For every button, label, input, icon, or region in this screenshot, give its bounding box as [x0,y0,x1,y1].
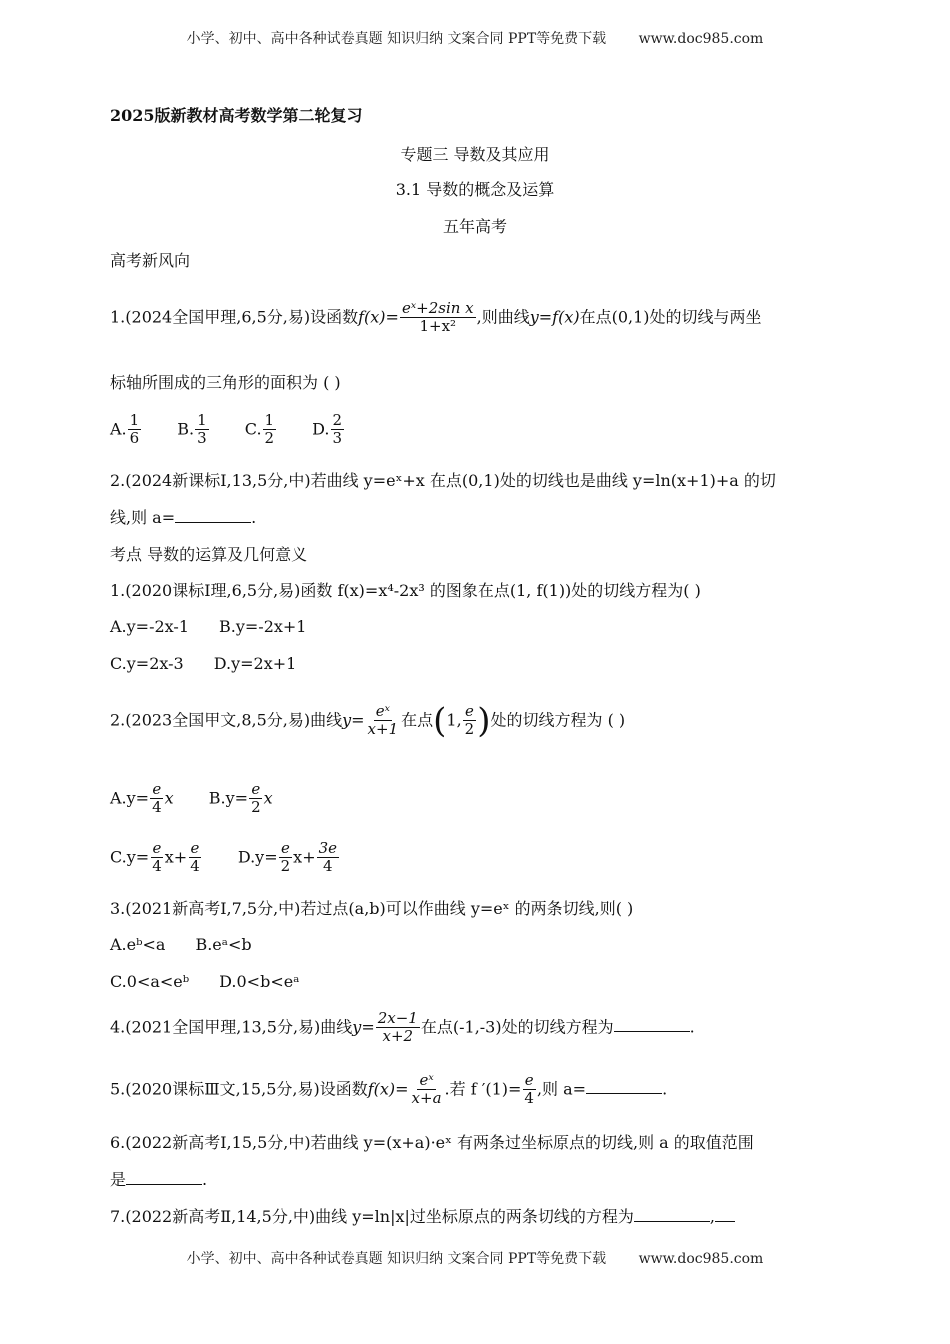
answer-blank[interactable] [614,1017,690,1032]
doc-title: 2025版新教材高考数学第二轮复习 [110,106,363,125]
trend-q2-line1: 2.(2024新课标Ⅰ,13,5分,中)若曲线 y=eˣ+x 在点(0,1)处的切线也是曲线 y=ln(x+1)+a 的切 [110,471,776,490]
answer-blank-2[interactable] [715,1207,735,1222]
option-d: D.y= $\frac{e}{2}$ x+ $\frac{3e}{4}$ [237,839,338,876]
q3-line: 3.(2021新高考Ⅰ,7,5分,中)若过点(a,b)可以作曲线 y=eˣ 的两条切线,则( ) [110,899,634,918]
q3-options-ab [110,935,282,954]
kaodian-heading: 考点 导数的运算及几何意义 [110,545,308,564]
option-d: D.y=2x+1 [213,654,297,673]
header-text: 小学、初中、高中各种试卷真题 知识归纳 文案合同 PPT等免费下载 [186,31,607,47]
answer-blank[interactable] [586,1079,662,1094]
trend-q2-line2: 线,则 a= . [110,508,257,527]
option-b: B. $\frac{1}{3}$ [177,411,207,448]
q2-options-cd [110,840,370,876]
option-c: C.y=2x-3 [110,654,184,673]
q4-line: 4.(2021全国甲理,13,5分,易)曲线y= $\frac{2x-1}{x+2}$ 在点(-1,-3)处的切线方程为 . [110,1009,695,1046]
trend-q1-line1: 1.(2024全国甲理,6,5分,易)设函数f(x)= $\frac{\text{eˣ+2sin x}}{\text{1+x²}}$ ,则曲线y=f(x)在点(0,1)处的切线与两坐 [110,299,762,336]
q2-line: 2.(2023全国甲文,8,5分,易)曲线y= $\frac{\text{eˣ}}{x+1}$ 在点(1, $\frac{e}{2}$ )处的切线方程为 ( ) [110,700,626,741]
q1-line: 1.(2020课标Ⅰ理,6,5分,易)函数 f(x)=x⁴-2x³ 的图象在点(1, f(1))处的切线方程为( ) [110,581,701,600]
q2-options-ab [110,781,303,817]
q3-options-cd [110,972,329,991]
footer-site[interactable]: www.doc985.com [638,1251,764,1267]
answer-blank[interactable] [126,1170,202,1185]
q7-line: 7.(2022新高考Ⅱ,14,5分,中)曲线 y=ln|x|过坐标原点的两条切线的方程为 , [110,1207,735,1226]
header-site[interactable]: www.doc985.com [638,31,764,47]
footer-text: 小学、初中、高中各种试卷真题 知识归纳 文案合同 PPT等免费下载 [186,1251,607,1267]
sub-heading: 五年高考 [442,217,507,236]
answer-blank-1[interactable] [634,1207,710,1222]
option-a: A.eᵇ<a [110,935,166,954]
trend-heading: 高考新风向 [110,251,191,270]
option-c: C.y= $\frac{e}{4}$ x+ $\frac{e}{4}$ [110,839,200,876]
q1-options-cd [110,654,326,673]
fraction: $\frac{\text{eˣ+2sin x}}{\text{1+x²}}$ [401,299,474,336]
q6-line2: 是 . [110,1170,208,1189]
page-header [0,28,950,48]
q6-line1: 6.(2022新高考Ⅰ,15,5分,中)若曲线 y=(x+a)·eˣ 有两条过坐标原点的切线,则 a 的取值范围 [110,1133,754,1152]
option-b: B.eᵃ<b [195,935,252,954]
q5-line: 5.(2020课标Ⅲ文,15,5分,易)设函数f(x)= $\frac{\text{eˣ}}{x+a}$ .若 f ′(1)= $\frac{e}{4}$ ,则 a= . [110,1071,668,1108]
option-b: B.y= $\frac{e}{2}$ x [208,780,273,817]
option-d: D. $\frac{2}{3}$ [312,411,343,448]
trend-q1-options [110,412,375,448]
option-c: C. $\frac{1}{2}$ [244,411,275,448]
trend-q1-line2: 标轴所围成的三角形的面积为 ( ) [110,373,341,392]
q1-options-ab [110,617,336,636]
option-d: D.0<b<eᵃ [219,972,300,991]
option-a: A. $\frac{1}{6}$ [110,411,140,448]
topic-heading: 专题三 导数及其应用 [400,145,550,164]
section-heading: 3.1 导数的概念及运算 [395,180,555,199]
answer-blank[interactable] [175,508,251,523]
option-a: A.y= $\frac{e}{4}$ x [110,780,174,817]
option-b: B.y=-2x+1 [219,617,307,636]
page-footer [0,1248,950,1268]
option-c: C.0<a<eᵇ [110,972,190,991]
option-a: A.y=-2x-1 [110,617,189,636]
